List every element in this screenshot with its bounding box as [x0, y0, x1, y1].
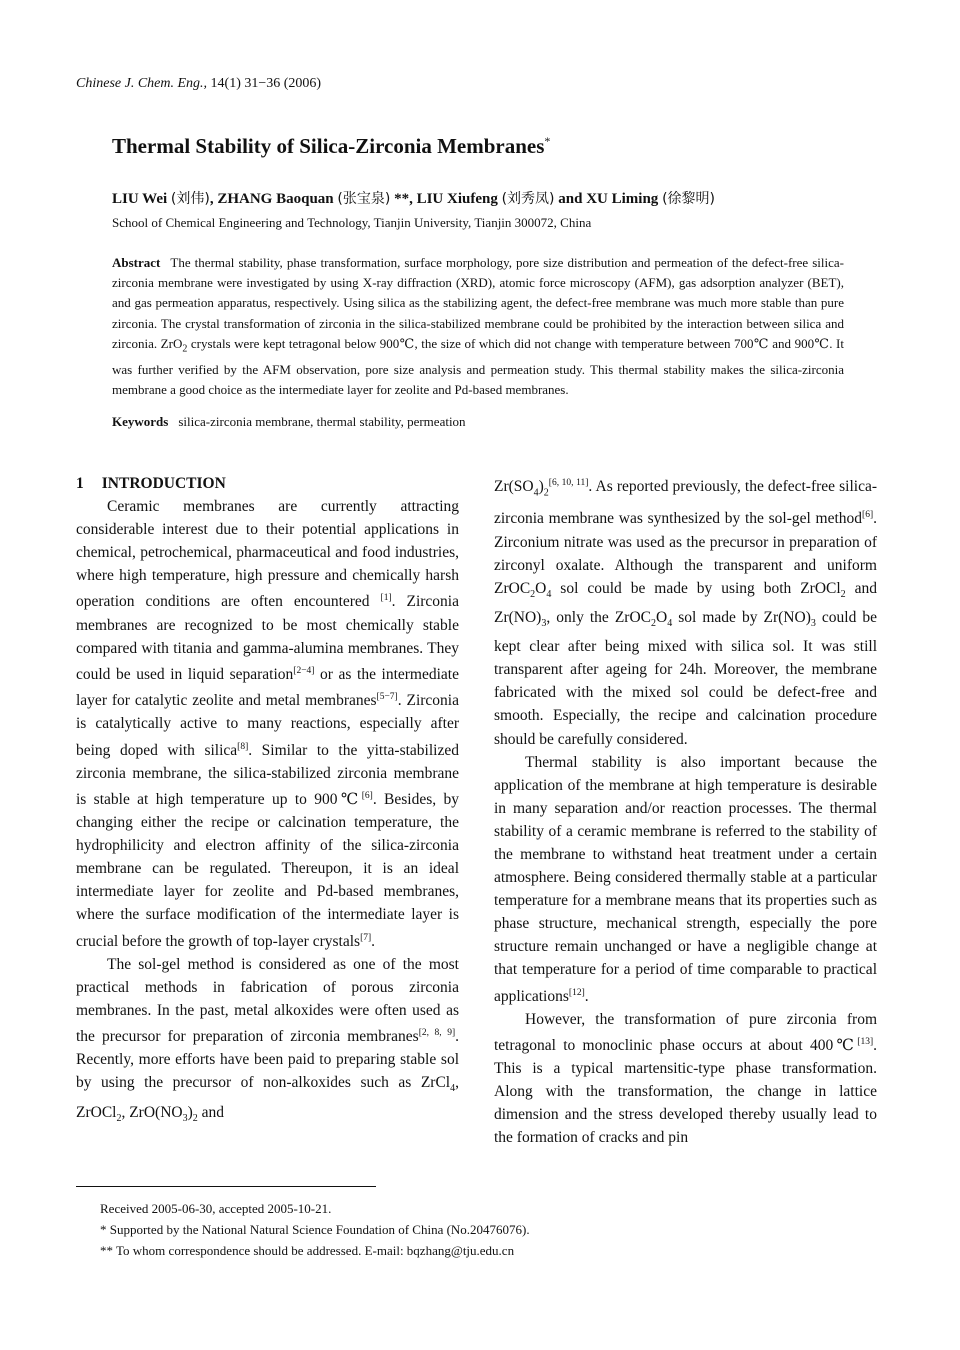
text-run: . Recently, more efforts have been paid to preparing stable sol by using the precursor of non-alkoxides such as ZrCl	[76, 1028, 459, 1092]
subscript: 4	[546, 588, 552, 600]
intro-paragraph-4	[494, 1008, 877, 1150]
text-run: Ceramic membranes are currently attracting considerable interest due to their potential applications in chemical, petrochemical, pharmaceutical and food industries, where high temperature, high pressure and chemically harsh operation conditions are often encountered	[76, 498, 459, 611]
citation: [7]	[360, 932, 372, 943]
journal-citation	[76, 76, 321, 92]
intro-paragraph-2-continued	[494, 472, 877, 751]
title-footnote-mark: *	[544, 134, 551, 148]
intro-paragraph-3	[494, 751, 877, 1008]
author-list	[112, 188, 715, 208]
subscript: 4	[533, 487, 539, 499]
abstract-sub: 2	[182, 343, 188, 355]
paper-title-text: Thermal Stability of Silica-Zirconia Membranes	[112, 134, 545, 158]
keywords-label: Keywords	[112, 414, 169, 429]
text-run: , ZrOCl	[76, 1074, 459, 1121]
author-3: **, LIU Xiufeng	[394, 191, 498, 207]
citation: [5−7]	[376, 692, 398, 703]
abstract-text-1: The thermal stability, phase transformation, surface morphology, pore size distribution and permeation of the defect-free silica-zirconia membrane were investigated by using X-ray diffraction (XRD), atomic force microscopy (AFM), gas adsorption analyzer (BET), and gas permeation apparatus, respectively. Using silica as the stabilizing agent, the defect-free membrane was much more stable than pure zirconia. The crystal transformation of zirconia in the silica-stabilized membrane could be prohibited by the interaction between silica and zirconia. ZrO	[112, 255, 844, 351]
text-run: or as the intermediate layer for catalytic zeolite and metal membranes	[76, 666, 459, 710]
author-1-chinese: (刘伟)	[170, 191, 210, 207]
citation: [8]	[237, 741, 249, 752]
subscript: 2	[116, 1112, 122, 1124]
author-1: LIU Wei	[112, 191, 168, 207]
keywords-text: silica-zirconia membrane, thermal stability, permeation	[178, 414, 466, 429]
author-2-chinese: (张宝泉)	[337, 191, 391, 207]
author-4-chinese: (徐黎明)	[662, 191, 715, 207]
section-title: INTRODUCTION	[101, 475, 226, 492]
footnotes	[100, 1198, 530, 1261]
subscript: 3	[541, 618, 547, 630]
text-run: , only the ZrOC	[546, 608, 651, 626]
section-number: 1	[76, 475, 84, 492]
text-run: )	[187, 1103, 193, 1121]
keywords	[112, 414, 466, 430]
citation: [1]	[380, 593, 392, 604]
footnote-divider	[76, 1186, 376, 1187]
subscript: 2	[530, 588, 536, 600]
left-column	[76, 472, 459, 1130]
author-4: and XU Liming	[558, 191, 659, 207]
text-run: . Besides, by changing either the recipe or calcination temperature, the hydrophilicity and electron affinity of the silica-zirconia membrane can be regulated. Thereupon, it is an ideal intermediate layer for zeolite and Pd-based membranes, where the surface modification of the intermediate layer is crucial before the growth of top-layer crystals	[76, 791, 459, 950]
text-run: O	[656, 608, 668, 626]
citation: [6, 10, 11]	[548, 478, 589, 488]
citation: [12]	[568, 987, 585, 998]
text-run: sol made by Zr(NO)	[672, 608, 811, 626]
text-run: .	[584, 987, 589, 1005]
citation: [2, 8, 9]	[418, 1028, 456, 1039]
footnote-correspondence: ** To whom correspondence should be addressed. E-mail: bqzhang@tju.edu.cn	[100, 1243, 515, 1258]
author-2: , ZHANG Baoquan	[209, 191, 334, 207]
text-run: .	[371, 932, 376, 950]
text-run: . This is a typical martensitic-type phase transformation. Along with the transformation, the change in lattice dimension and the stress developed thereby usually lead to the formation of cracks and pin	[494, 1037, 877, 1147]
citation: [6]	[862, 510, 874, 521]
subscript: 4	[667, 618, 673, 630]
section-heading	[76, 472, 459, 495]
journal-issue: 14(1) 31−36 (2006)	[210, 76, 322, 91]
intro-paragraph-2	[76, 953, 459, 1130]
text-run: O	[535, 579, 547, 597]
text-run: could be kept clear after being mixed with silica sol. It was still transparent after ageing for 24h. Moreover, the membrane fabricated with the mixed sol could be defect-free and smooth. Especially, the recipe and calcination procedure should be carefully considered.	[494, 608, 878, 748]
text-run: and Zr(NO)	[494, 579, 877, 626]
text-run: The sol-gel method is considered as one of the most practical methods in fabrication of porous zirconia membranes. In the past, metal alkoxides were often used as the precursor for preparation of zirconia membranes	[76, 955, 459, 1046]
intro-paragraph-1	[76, 495, 459, 953]
journal-name: Chinese J. Chem. Eng.,	[76, 76, 208, 91]
subscript: 4	[450, 1083, 456, 1095]
text-run: . Similar to the yitta-stabilized zirconia membrane, the silica-stabilized zirconia membrane is stable at high temperature up to 900℃	[76, 741, 459, 808]
subscript: 3	[182, 1112, 188, 1124]
footnote-received: Received 2005-06-30, accepted 2005-10-21.	[100, 1201, 332, 1216]
abstract-text-2: crystals were kept tetragonal below 900℃, the size of which did not change with temperature between 700℃ and 900℃. It was further verified by the AFM observation, pore size analysis and permeation study. This thermal stability makes the silica-zirconia membrane a good choice as the intermediate layer for zeolite and Pd-based membranes.	[112, 335, 845, 397]
citation: [6]	[361, 790, 373, 801]
subscript: 2	[840, 588, 846, 600]
subscript: 2	[543, 487, 549, 499]
footnote-support: * Supported by the National Natural Science Foundation of China (No.20476076).	[100, 1222, 530, 1237]
text-run: sol could be made by using both ZrOCl	[551, 579, 841, 597]
subscript: 2	[192, 1112, 198, 1124]
text-run: )	[538, 478, 544, 496]
paper-title	[112, 134, 550, 159]
text-run: and	[197, 1103, 225, 1121]
text-run: . Zirconium nitrate was used as the precursor in preparation of zirconyl oxalate. Although the transparent and uniform ZrOC	[494, 510, 877, 597]
abstract	[112, 253, 844, 400]
abstract-label: Abstract	[112, 255, 161, 270]
text-run: . Zirconia is catalytically active to many reactions, especially after being doped with silica	[76, 692, 459, 759]
text-run: , ZrO(NO	[121, 1103, 183, 1121]
citation: [13]	[857, 1036, 874, 1047]
subscript: 3	[810, 618, 816, 630]
citation: [2−4]	[293, 665, 315, 676]
text-run: However, the transformation of pure zirconia from tetragonal to monoclinic phase occurs at about 400℃	[494, 1010, 877, 1055]
affiliation: School of Chemical Engineering and Technology, Tianjin University, Tianjin 300072, China	[112, 215, 592, 230]
text-run: Zr(SO	[494, 478, 534, 496]
subscript: 2	[651, 618, 656, 630]
text-run: . Zirconia membranes are recognized to be most chemically stable compared with titania and gamma-alumina membranes. They could be used in liquid separation	[76, 593, 459, 684]
text-run: Thermal stability is also important because the application of the membrane at high temperature is desirable in many separation and/or reaction processes. The thermal stability of a ceramic membrane is referred to the stability of the membrane to withstand heat treatment under a certain atmosphere. Being considered thermally stable at a particular temperature for a membrane means that its properties such as phase structure, mechanical strength, especially the pore structure remain unchanged or have a negligible change at that temperature for a period of time comparable to practical applications	[494, 753, 877, 1005]
text-run: . As reported previously, the defect-free silica-zirconia membrane was synthesized by the sol-gel method	[494, 478, 877, 528]
right-column	[494, 472, 877, 1150]
author-3-chinese: (刘秀凤)	[501, 191, 555, 207]
